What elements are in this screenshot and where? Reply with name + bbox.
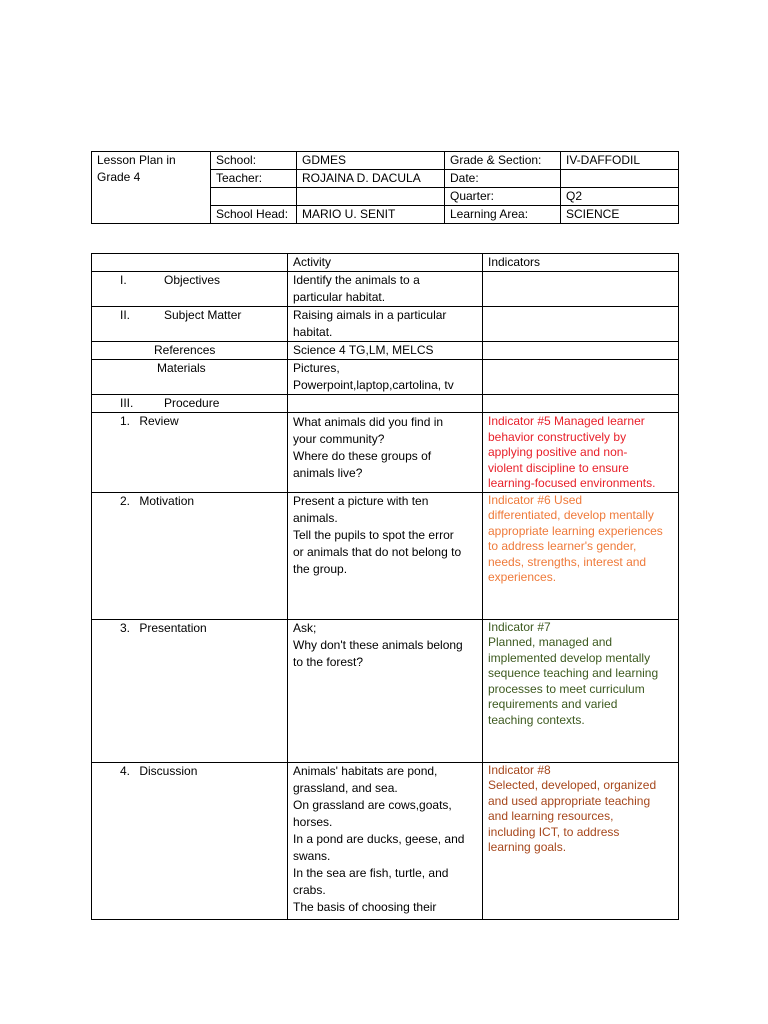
quarter-value: Q2 xyxy=(561,188,679,206)
motivation-row xyxy=(92,492,679,619)
procedure-row xyxy=(92,395,679,413)
materials-indicator xyxy=(483,360,679,395)
date-label: Date: xyxy=(445,170,561,188)
objectives-activity-line: particular habitat. xyxy=(293,290,386,304)
quarter-label: Quarter: xyxy=(445,188,561,206)
empty-cell xyxy=(297,188,445,206)
school-head-value: MARIO U. SENIT xyxy=(297,206,445,224)
presentation-number: 3. xyxy=(120,620,131,635)
objectives-label: Objectives xyxy=(164,273,221,287)
empty-header-cell xyxy=(92,254,288,272)
references-row xyxy=(92,342,679,360)
materials-activity-line: Powerpoint,laptop,cartolina, tv xyxy=(293,378,454,392)
school-value: GDMES xyxy=(297,152,445,170)
date-value xyxy=(561,170,679,188)
discussion-activity-line: On grassland are cows,goats, xyxy=(293,797,452,812)
plan-title-line-2: Grade 4 xyxy=(97,170,141,184)
procedure-indicator xyxy=(483,395,679,413)
subject-matter-number: II. xyxy=(120,308,131,322)
materials-row xyxy=(92,360,679,395)
presentation-activity-line: Ask; xyxy=(293,620,317,635)
presentation-activity-line: to the forest? xyxy=(293,654,364,669)
objectives-indicator xyxy=(483,272,679,307)
discussion-label: Discussion xyxy=(139,763,198,778)
presentation-activity-line: Why don't these animals belong xyxy=(293,637,463,652)
activity-column-header: Activity xyxy=(288,254,483,272)
teacher-value: ROJAINA D. DACULA xyxy=(297,170,445,188)
subject-matter-label: Subject Matter xyxy=(164,308,242,322)
motivation-activity-line: animals. xyxy=(293,510,338,525)
discussion-row xyxy=(92,762,679,919)
motivation-indicator: Indicator #6 Used differentiated, develop mentally appropriate learning experiences to address learner's gender, needs, strengths, interest and experiences. xyxy=(483,492,679,619)
review-activity-line: your community? xyxy=(293,432,385,446)
subject-matter-indicator xyxy=(483,307,679,342)
discussion-activity-line: The basis of choosing their xyxy=(293,899,437,914)
discussion-indicator: Indicator #8 Selected, developed, organized and used appropriate teaching and learning resources, including ICT, to address learning goals. xyxy=(483,762,679,919)
grade-section-value: IV-DAFFODIL xyxy=(561,152,679,170)
discussion-activity-line: grassland, and sea. xyxy=(293,780,398,795)
procedure-activity xyxy=(288,395,483,413)
discussion-activity-line: horses. xyxy=(293,814,333,829)
grade-section-label: Grade & Section: xyxy=(445,152,561,170)
teacher-label: Teacher: xyxy=(211,170,297,188)
review-activity-line: animals live? xyxy=(293,466,363,480)
empty-cell xyxy=(211,188,297,206)
subject-matter-activity-line: habitat. xyxy=(293,325,333,339)
discussion-number: 4. xyxy=(120,763,131,778)
review-indicator: Indicator #5 Managed learner behavior constructively by applying positive and non- violent discipline to ensure learning-focused environments. xyxy=(483,413,679,493)
motivation-activity-line: Present a picture with ten xyxy=(293,493,429,508)
motivation-activity-line: the group. xyxy=(293,561,348,576)
review-row xyxy=(92,413,679,493)
plan-title-line-1: Lesson Plan in xyxy=(97,153,176,167)
objectives-number: I. xyxy=(120,273,127,287)
header-table xyxy=(91,151,679,224)
discussion-activity-line: In a pond are ducks, geese, and xyxy=(293,831,465,846)
plan-title-cell xyxy=(92,152,211,224)
presentation-label: Presentation xyxy=(139,620,207,635)
procedure-number: III. xyxy=(120,396,134,410)
materials-label: Materials xyxy=(92,360,288,395)
discussion-activity-line: crabs. xyxy=(293,882,326,897)
review-number: 1. xyxy=(120,414,131,428)
review-activity-line: What animals did you find in xyxy=(293,415,444,429)
discussion-activity-line: swans. xyxy=(293,848,331,863)
school-label: School: xyxy=(211,152,297,170)
objectives-activity-line: Identify the animals to a xyxy=(293,273,420,287)
materials-activity-line: Pictures, xyxy=(293,361,340,375)
presentation-row xyxy=(92,619,679,762)
procedure-label: Procedure xyxy=(164,396,220,410)
subject-matter-row xyxy=(92,307,679,342)
lesson-table xyxy=(91,253,679,920)
motivation-label: Motivation xyxy=(139,493,195,508)
motivation-activity-line: Tell the pupils to spot the error xyxy=(293,527,454,542)
discussion-activity-line: In the sea are fish, turtle, and xyxy=(293,865,449,880)
references-label: References xyxy=(92,342,288,360)
learning-area-value: SCIENCE xyxy=(561,206,679,224)
indicators-column-header: Indicators xyxy=(483,254,679,272)
learning-area-label: Learning Area: xyxy=(445,206,561,224)
subject-matter-activity-line: Raising aimals in a particular xyxy=(293,308,447,322)
presentation-indicator: Indicator #7 Planned, managed and implemented develop mentally sequence teaching and learning processes to meet curriculum requirements and varied teaching contexts. xyxy=(483,619,679,762)
motivation-number: 2. xyxy=(120,493,131,508)
review-label: Review xyxy=(139,414,179,428)
references-activity: Science 4 TG,LM, MELCS xyxy=(288,342,483,360)
review-activity-line: Where do these groups of xyxy=(293,449,432,463)
discussion-activity-line: Animals' habitats are pond, xyxy=(293,763,438,778)
motivation-activity-line: or animals that do not belong to xyxy=(293,544,462,559)
school-head-label: School Head: xyxy=(211,206,297,224)
objectives-row xyxy=(92,272,679,307)
references-indicator xyxy=(483,342,679,360)
